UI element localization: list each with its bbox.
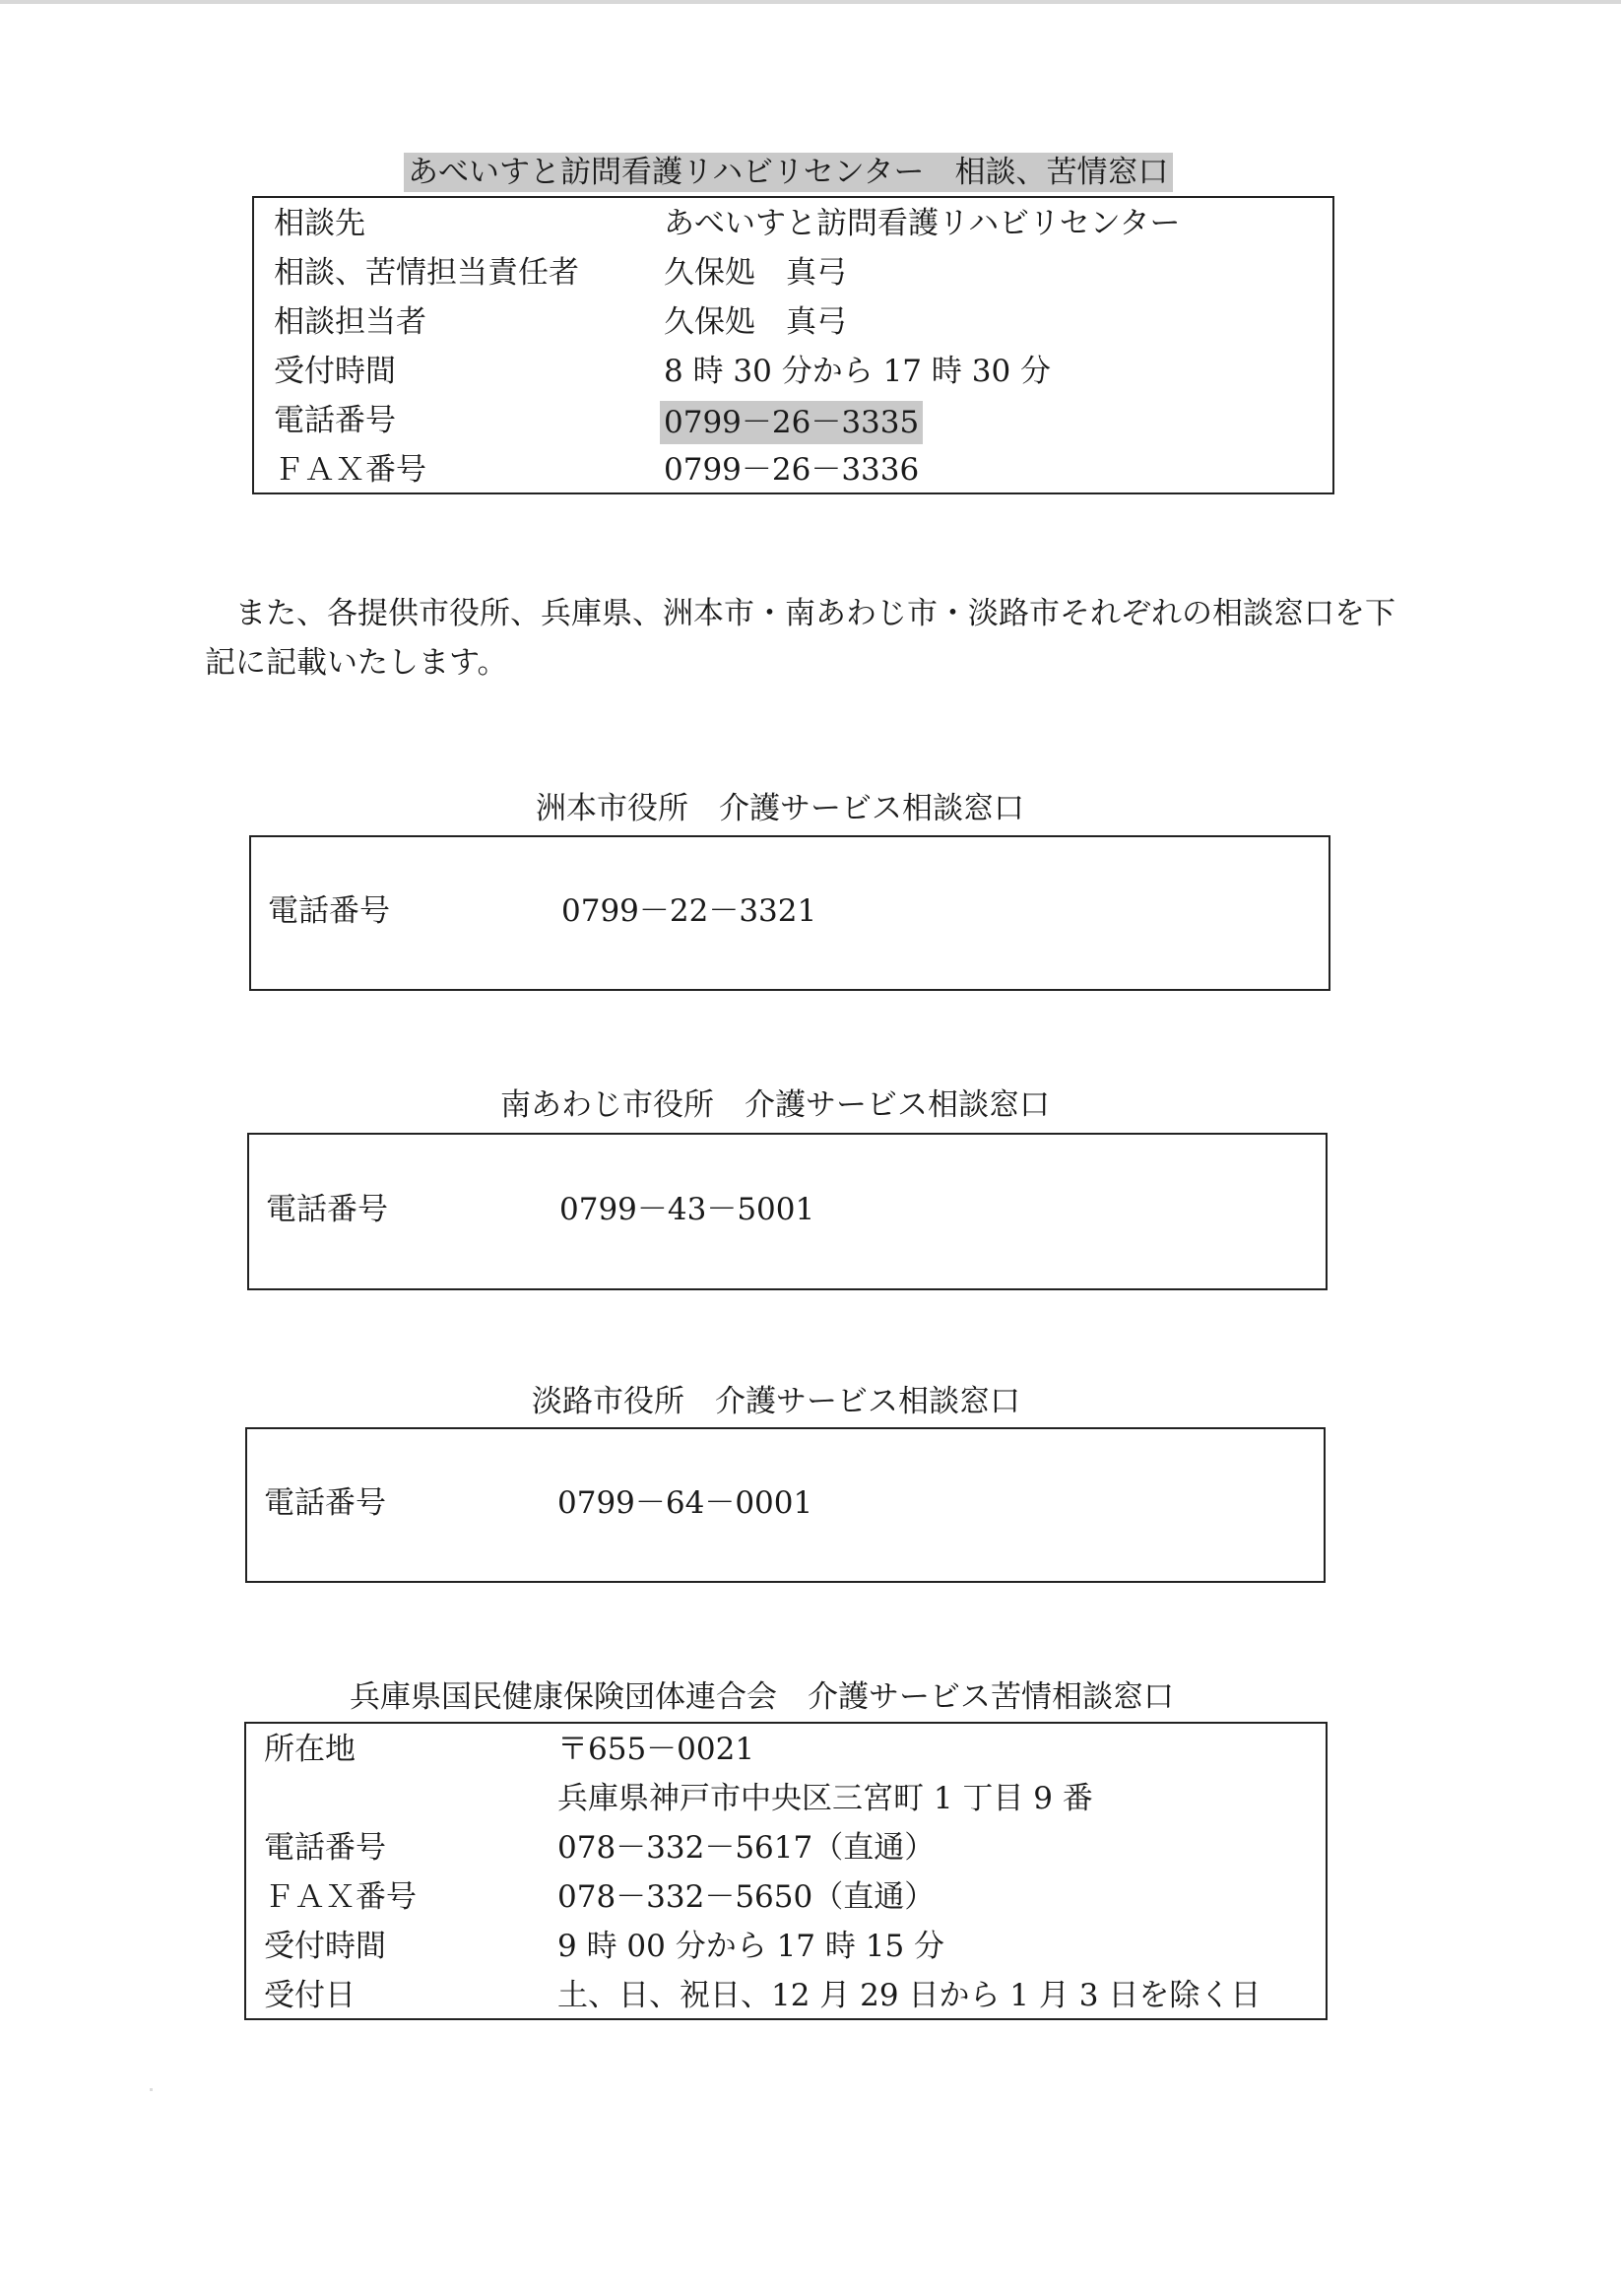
intro-paragraph: また、各提供市役所、兵庫県、洲本市・南あわじ市・淡路市それぞれの相談窓口を下記に記載いたします。 (205, 596, 1395, 681)
row-label: 相談先 (274, 206, 365, 241)
row-label: 電話番号 (266, 1192, 388, 1227)
row-value: 8 時 30 分から 17 時 30 分 (664, 354, 1052, 389)
row-label: 受付日 (264, 1978, 356, 2013)
sumoto-title: 洲本市役所 介護サービス相談窓口 (536, 791, 1024, 826)
scan-speck (150, 2088, 153, 2091)
row-value: 0799－22－3321 (561, 893, 817, 929)
row-label: ＦＡＸ番号 (274, 452, 426, 488)
hyogo-title: 兵庫県国民健康保険団体連合会 介護サービス苦情相談窓口 (350, 1679, 1174, 1715)
row-label: 電話番号 (274, 403, 396, 438)
awaji-box (245, 1427, 1326, 1583)
sumoto-box (249, 835, 1330, 991)
row-value: 久保処 真弓 (664, 255, 847, 291)
row-label: 電話番号 (268, 893, 390, 929)
row-value: 土、日、祝日、12 月 29 日から 1 月 3 日を除く日 (557, 1978, 1262, 2013)
section1-title-text: あべいすと訪問看護リハビリセンター 相談、苦情窓口 (404, 153, 1173, 192)
minamiawaji-box (247, 1133, 1328, 1290)
row-label: ＦＡＸ番号 (264, 1879, 417, 1915)
row-value: 078－332－5650（直通） (557, 1879, 936, 1915)
row-label: 相談、苦情担当責任者 (274, 255, 579, 291)
section1-title (404, 153, 1173, 192)
row-value: 9 時 00 分から 17 時 15 分 (557, 1929, 945, 1964)
row-label: 電話番号 (264, 1485, 386, 1521)
row-value: 〒655－0021 (557, 1732, 755, 1767)
row-value: 0799－43－5001 (559, 1192, 815, 1227)
row-value: 078－332－5617（直通） (557, 1830, 936, 1866)
row-label: 相談担当者 (274, 304, 426, 340)
row-value: あべいすと訪問看護リハビリセンター (664, 206, 1181, 241)
phone-value-highlighted: 0799－26－3335 (660, 401, 923, 444)
row-value: 0799－64－0001 (557, 1485, 813, 1521)
row-label: 電話番号 (264, 1830, 386, 1866)
row-value: 久保処 真弓 (664, 304, 847, 340)
minamiawaji-title: 南あわじ市役所 介護サービス相談窓口 (500, 1087, 1050, 1123)
row-label: 受付時間 (264, 1929, 386, 1964)
row-value: 0799－26－3336 (664, 452, 920, 488)
row-label: 受付時間 (274, 354, 396, 389)
section1-box (252, 196, 1334, 494)
page-top-edge (0, 0, 1621, 4)
hyogo-box (244, 1722, 1328, 2020)
awaji-title: 淡路市役所 介護サービス相談窓口 (532, 1384, 1020, 1419)
row-label: 所在地 (264, 1732, 356, 1767)
row-value: 兵庫県神戸市中央区三宮町 1 丁目 9 番 (557, 1781, 1093, 1816)
